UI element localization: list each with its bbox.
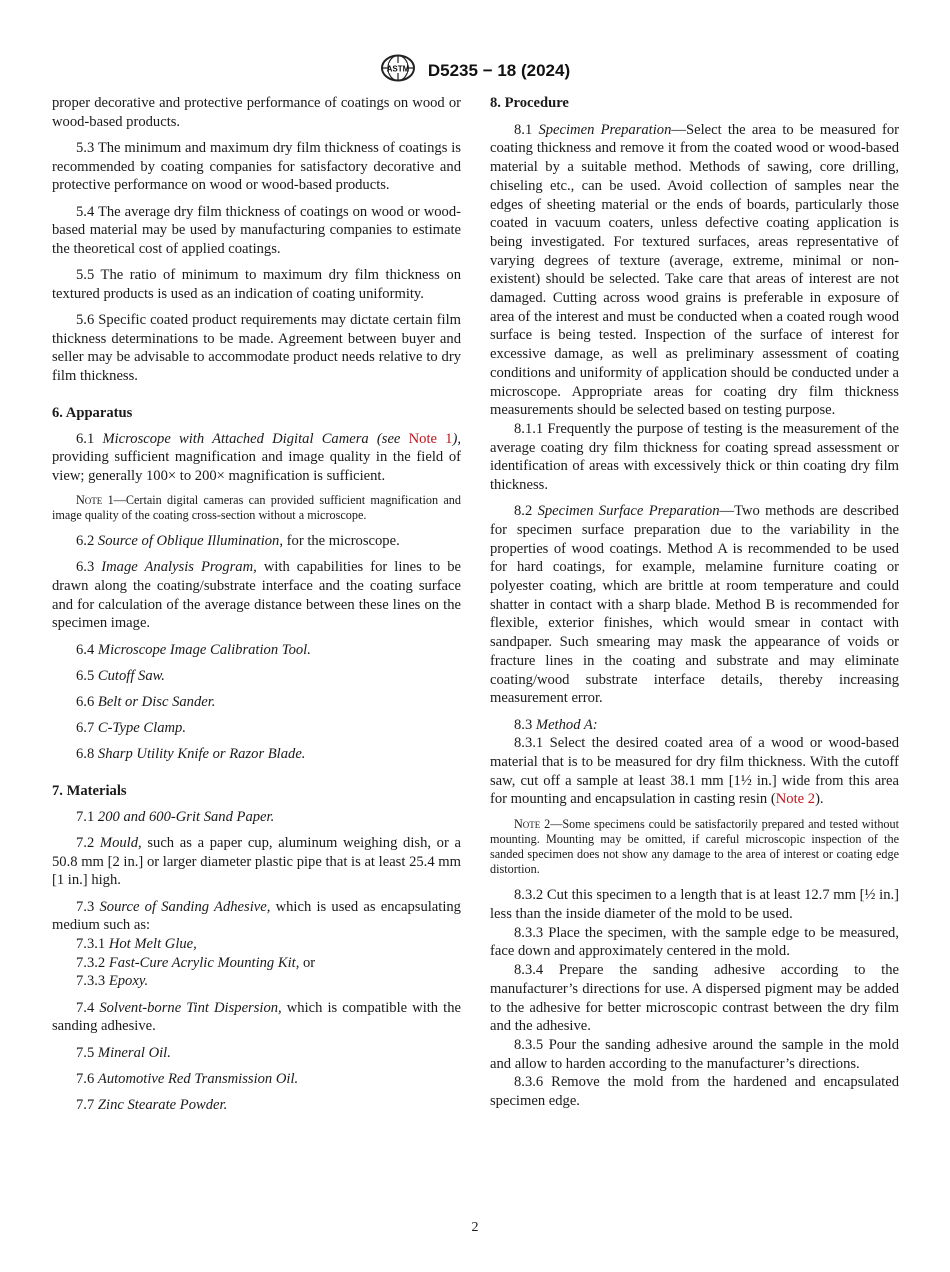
note-2-link[interactable]: Note 2 [775,791,816,808]
clause-title: Sharp Utility Knife or Razor Blade. [97,746,306,763]
clause-number: 7.3.2 [76,954,106,971]
clause-title: Specimen Preparation [538,121,672,138]
clause-number: 8.1 [514,121,533,138]
clause-title: Method A: [535,716,598,733]
clause-title: Specimen Surface Preparation [537,503,720,520]
paragraph-6-3 [52,558,461,633]
clause-number: 7.3.1 [76,936,106,953]
clause-text: for the microscope. [283,533,400,550]
clause-title: Mould, [99,835,142,851]
clause-number: 7.7 [76,1096,95,1113]
clause-title: Source of Sanding Adhesive, [99,898,271,915]
clause-number: 7.4 [76,999,95,1016]
clause-title: Epoxy. [108,973,149,990]
paragraph-6-8 [52,745,461,764]
paragraph-7-7 [52,1096,461,1115]
clause-title: Zinc Stearate Powder. [97,1096,228,1113]
paragraph-6-5 [52,667,461,686]
paragraph-5-3: 5.3 The minimum and maximum dry film thickness of coatings is recommended by coating companies for satisfactory decorative and protective performance on wood or wood-based products. [52,139,461,194]
note-text: 2—Some specimens could be satisfactorily prepared and tested without mounting. Mounting may be omitted, if careful microscopic inspection of the sanded specimen does not show any damage to the area of interest or coating edge distortion. [490,816,899,877]
paragraph-5-6: 5.6 Specific coated product requirements may dictate certain film thickness determinations to be made. Agreement between buyer and seller may be advisable to accommodate product needs relative to dry film thickness. [52,312,461,385]
paragraph-5-5: 5.5 The ratio of minimum to maximum dry film thickness on textured products is used as an indication of coating uniformity. [52,267,461,302]
paragraph-8-2 [490,502,899,708]
clause-number: 8.3 [514,716,533,733]
section-heading-procedure: 8. Procedure [490,95,569,111]
clause-text: —Select the area to be measured for coating thickness and remove it from the coated wood or wood-based material by a suitable method. Methods of sawing, core drilling, chiseling etc., can be used. Avoid collection of samples near the edges of sheeting material or the ends of boards, particularly those coated in vacuum coaters, unless defective coating application is being investigated. For textured surfaces, areas representative of varying degrees of texture (average, extreme, minimal or non-existent) should be selected. Take care that areas of interest are not damaged. Cutting across wood grains is preferable in exposure of area of the interest and must be conducted when a coated rough wood surface is being tested. Inspection of the surface of interest for excessive damage, as well as preliminary assessment of coating conditions and uniformity of application should be conducted under a microscope. Appropriate areas for coating dry film thickness measurements should be selected based on testing purpose. [490,121,899,419]
section-heading-materials: 7. Materials [52,783,127,800]
clause-number: 7.3.3 [76,973,106,990]
astm-logo-icon [380,54,416,87]
paragraph-6-6 [52,693,461,712]
paragraph-7-1 [52,808,461,827]
clause-title: Microscope with Attached Digital Camera (see [102,430,409,447]
note-2 [490,817,899,878]
clause-number: 7.2 [76,835,95,851]
clause-number: 8.2 [514,503,533,520]
paragraph-7-3-1 [52,935,461,954]
note-text: 1—Certain digital cameras can provided sufficient magnification and image quality of the coating cross-section without a microscope. [52,492,461,522]
right-column [490,94,899,1111]
left-column [52,94,461,1122]
clause-text: which is used as encapsulating medium such as: [52,898,461,934]
clause-number: 6.5 [76,667,95,684]
clause-title: 200 and 600-Grit Sand Paper. [97,808,275,825]
clause-text-close: ). [815,791,824,808]
clause-title: Mineral Oil. [97,1044,171,1061]
section-heading-apparatus: 6. Apparatus [52,404,133,421]
clause-number: 7.3 [76,898,95,915]
clause-number: 6.2 [76,533,95,550]
clause-number: 6.7 [76,720,95,737]
paragraph-6-2 [52,532,461,551]
clause-title: Fast-Cure Acrylic Mounting Kit, [108,954,300,971]
clause-title: Solvent-borne Tint Dispersion, [99,999,282,1016]
paragraph-8-3-3: 8.3.3 Place the specimen, with the sample edge to be measured, face down and approximately centered in the mold. [490,924,899,960]
paragraph-8-3-2: 8.3.2 Cut this specimen to a length that is at least 12.7 mm [½ in.] less than the inside diameter of the mold to be used. [490,887,899,923]
paragraph-6-1 [52,430,461,486]
clause-title: C-Type Clamp. [97,720,187,737]
note-1-link[interactable]: Note 1 [408,430,453,447]
document-designation: D5235 − 18 (2024) [427,60,571,80]
paragraph-7-4 [52,999,461,1036]
paragraph-7-6 [52,1070,461,1089]
paragraph-8-1-1: 8.1.1 Frequently the purpose of testing is the measurement of the average coating dry film thickness for coating spread assessment or identification of areas with excessively thick or thin coating dry film thickness. [490,420,899,494]
clause-number: 6.6 [76,693,95,710]
paragraph-5-2-continued: proper decorative and protective performance of coatings on wood or wood-based products. [52,95,461,130]
paragraph-7-3 [52,898,461,935]
clause-title: Source of Oblique Illumination, [97,533,284,550]
paragraph-7-5 [52,1044,461,1063]
paragraph-7-2 [52,834,461,890]
paragraph-7-3-2 [52,954,461,973]
note-label: Note [76,492,103,507]
clause-text: 8.3.1 Select the desired coated area of a wood or wood-based material that is to be measured for dry film thickness. With the cutoff saw, cut off a sample at least 38.1 mm [1½ in.] wide from this area for mounting and encapsulation in casting resin ( [490,735,899,808]
clause-number: 6.1 [76,430,95,447]
paragraph-8-3-4: 8.3.4 Prepare the sanding adhesive according to the manufacturer’s directions for use. A dispersed pigment may be added to the adhesive for better microscopic contrast between the dry film and the adhesive. [490,962,899,1035]
clause-title: Cutoff Saw. [97,667,165,684]
clause-title-close: ), [452,430,461,447]
paragraph-8-3-5: 8.3.5 Pour the sanding adhesive around the sample in the mold and allow to harden according to the manufacturer’s directions. [490,1036,899,1072]
clause-number: 6.8 [76,746,95,763]
clause-title: Automotive Red Transmission Oil. [97,1070,299,1087]
clause-number: 7.5 [76,1044,95,1061]
clause-title: Hot Melt Glue, [108,936,197,953]
clause-title: Microscope Image Calibration Tool. [97,641,311,658]
page-number: 2 [471,1220,479,1235]
clause-text: which is compatible with the sanding adhesive. [52,999,461,1035]
paragraph-7-3-3 [52,972,461,991]
clause-text: with capabilities for lines to be drawn along the coating/substrate interface and the coating surface and for calculation of the average distance between these lines on the specimen image. [52,559,462,632]
paragraph-8-3 [490,716,899,735]
page-header [0,54,950,87]
clause-title: Belt or Disc Sander. [97,693,216,710]
clause-text: or [299,954,316,971]
paragraph-6-4 [52,641,461,660]
paragraph-8-1 [490,121,899,420]
clause-number: 7.6 [76,1070,95,1087]
clause-number: 7.1 [76,808,95,825]
paragraph-8-3-6: 8.3.6 Remove the mold from the hardened and encapsulated specimen edge. [490,1074,899,1110]
paragraph-8-3-1 [490,734,899,809]
note-1 [52,493,461,523]
clause-number: 6.3 [76,559,95,576]
svg-text:ASTM: ASTM [386,64,410,74]
paragraph-5-4: 5.4 The average dry film thickness of coatings on wood or wood-based material may be used by manufacturing companies to estimate the theoretical cost of applied coatings. [52,203,461,257]
clause-text: such as a paper cup, aluminum weighing dish, or a 50.8 mm [2 in.] or larger diameter plastic pipe that is at least 25.4 mm [1 in.] high. [52,835,461,889]
clause-title: Image Analysis Program, [101,559,257,576]
clause-text: providing sufficient magnification and image quality in the field of view; generally 100× to 200× magnification is sufficient. [52,449,461,484]
paragraph-6-7 [52,719,461,738]
clause-number: 6.4 [76,641,95,658]
note-label: Note [514,816,541,831]
clause-text: —Two methods are described for specimen surface preparation due to the variability in the properties of wood coatings. Method A is recommended to be used for hard coatings, for example, melamine furniture coating or polyester coating, which are brittle at room temperature and could shatter in contact with a sharp blade. Method B is recommended for flexible, exterior finishes, which would smear in contact with sandpaper. Such smearing may mask the appearance of voids or fracture lines in the coating and substrate and may eliminate coating/wood substrate interface details, thereby increasing measurement error. [490,503,899,707]
